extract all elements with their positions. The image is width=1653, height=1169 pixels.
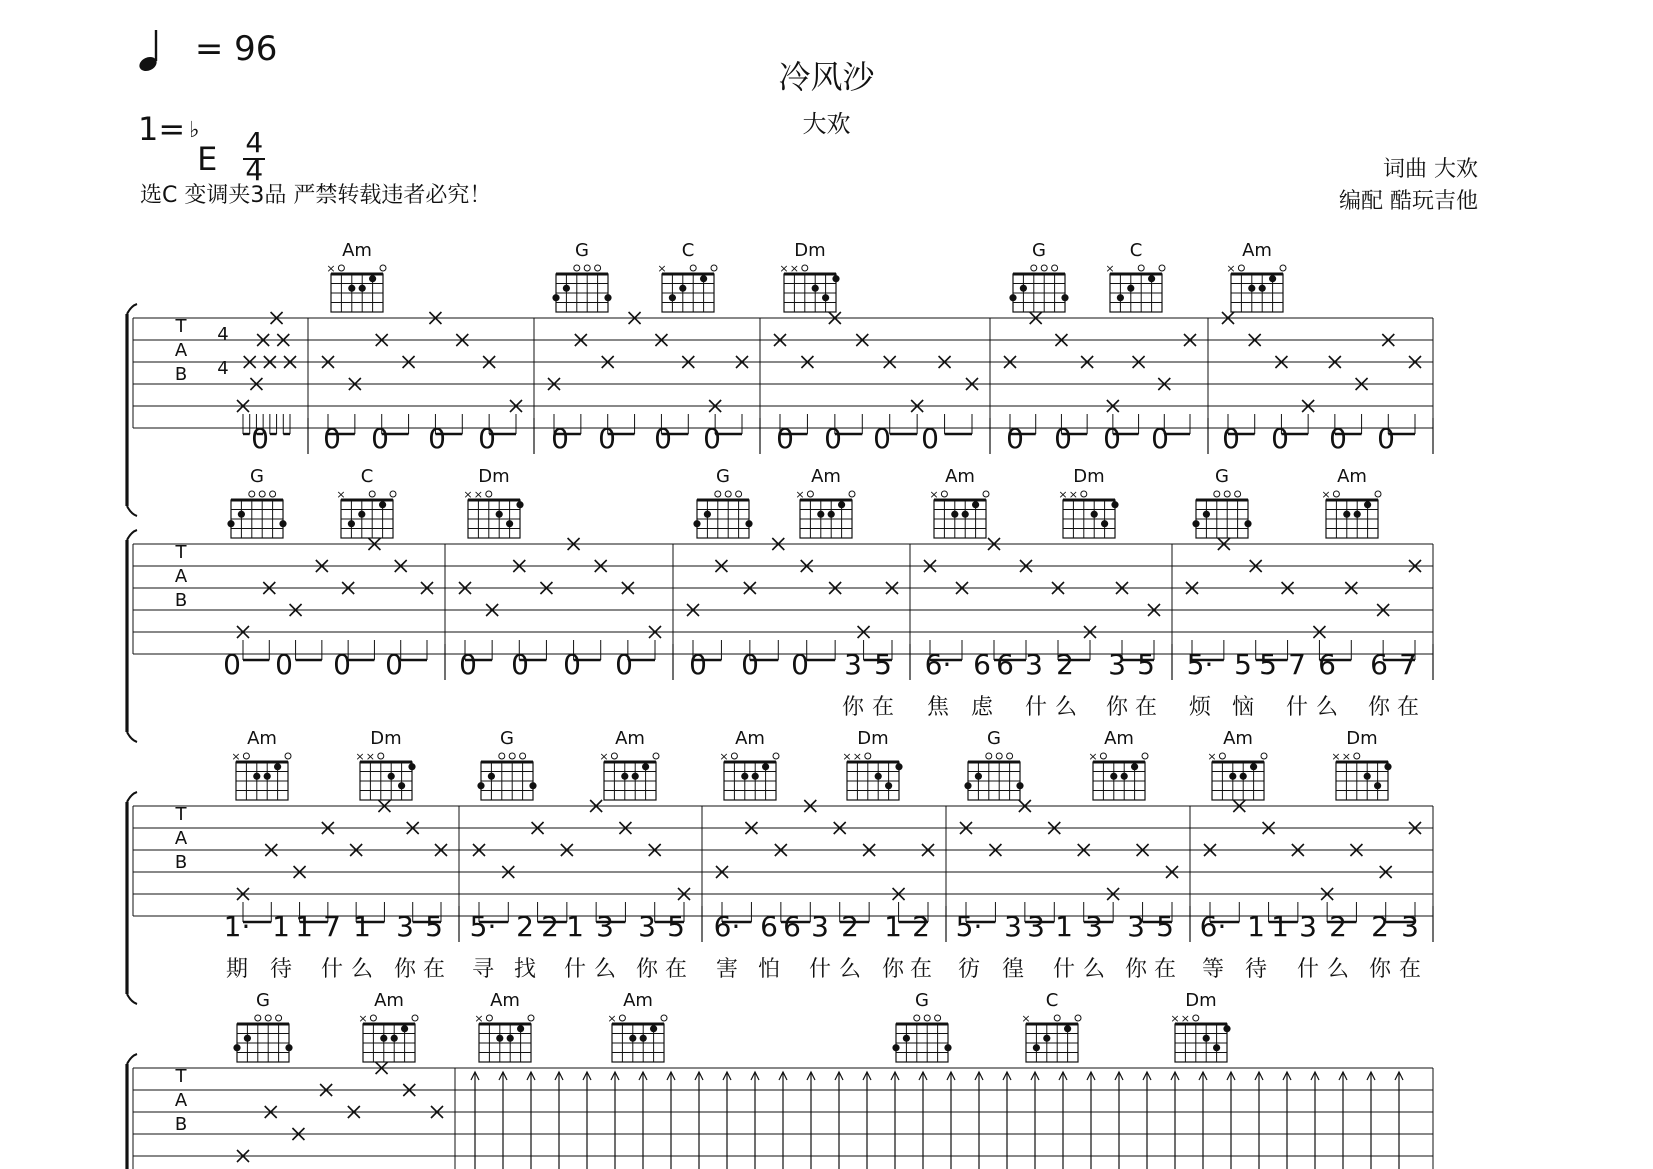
lyric-char: 恼: [1231, 695, 1255, 720]
jianpu-note: 0: [1329, 422, 1347, 455]
chord-diagram: [693, 491, 752, 538]
chord-name: G: [987, 728, 1001, 749]
lyric-char: 找: [513, 957, 537, 982]
tab-clef-letter: A: [174, 1090, 188, 1111]
muted-string-mark: ×: [326, 262, 336, 275]
jianpu-note: 2: [1056, 648, 1074, 681]
tab-clef-letter: T: [175, 804, 187, 825]
lyric-char: 你: [1367, 695, 1391, 720]
jianpu-note: 0: [323, 422, 341, 455]
lyric-char: 么: [593, 957, 617, 982]
lyric-char: 什: [1285, 695, 1309, 720]
jianpu-note: 3: [1127, 910, 1145, 943]
muted-string-mark: ×: [365, 750, 376, 763]
jianpu-note: 6·: [1199, 910, 1227, 943]
lyric-char: 什: [1024, 695, 1048, 720]
lyric-char: 寻: [471, 957, 495, 982]
flat-sign: ♭: [189, 118, 200, 143]
chord-diagram: [1093, 753, 1148, 800]
chord-diagram: [662, 265, 717, 312]
jianpu-note: 3: [596, 910, 614, 943]
key-prefix: 1=: [138, 110, 186, 148]
jianpu-note: 1: [884, 910, 902, 943]
chord-name: Am: [945, 466, 975, 487]
jianpu-note: 0: [921, 422, 939, 455]
time-signature-bottom: 4: [245, 154, 264, 187]
jianpu-note: 1·: [223, 910, 251, 943]
lyric-char: 你: [881, 957, 905, 982]
jianpu-note: 5·: [469, 910, 497, 943]
chord-diagram: [331, 265, 386, 312]
jianpu-note: 1: [1247, 910, 1265, 943]
chord-name: G: [250, 466, 264, 487]
lyric-char: 在: [1398, 957, 1422, 982]
jianpu-note: 6: [1318, 648, 1336, 681]
lyric-char: 什: [1052, 957, 1076, 982]
jianpu-note: 3: [1401, 910, 1419, 943]
chord-diagram: [1026, 1015, 1081, 1062]
lyric-char: 害: [715, 957, 739, 982]
jianpu-note: 0: [776, 422, 794, 455]
chord-name: Am: [623, 990, 653, 1011]
jianpu-note: 0: [371, 422, 389, 455]
muted-string-mark: ×: [1207, 750, 1217, 763]
jianpu-note: 0: [689, 648, 707, 681]
jianpu-note: 1: [1271, 910, 1289, 943]
jianpu-note: 5: [1137, 648, 1155, 681]
muted-string-mark: ×: [463, 488, 473, 501]
chord-diagram: [1326, 491, 1381, 538]
muted-string-mark: ×: [1341, 750, 1352, 763]
lyric-char: 在: [1153, 957, 1177, 982]
jianpu-note: 1: [272, 910, 290, 943]
jianpu-note: 6: [996, 648, 1014, 681]
chord-diagram: [552, 265, 611, 312]
jianpu-note: 3: [1004, 910, 1022, 943]
bracket-curl-bottom: [127, 732, 137, 742]
tab-clef-letter: B: [174, 364, 188, 385]
jianpu-note: 5: [1234, 648, 1252, 681]
lyric-char: 烦: [1188, 695, 1212, 720]
tab-clef-letter: A: [174, 566, 188, 587]
muted-string-mark: ×: [1105, 262, 1115, 275]
chord-name: Dm: [478, 466, 510, 487]
lyric-char: 你: [635, 957, 659, 982]
jianpu-note: 3: [1299, 910, 1317, 943]
credit-lyrics-music: 词曲 大欢: [1383, 157, 1478, 182]
jianpu-note: 0: [385, 648, 403, 681]
jianpu-note: 1: [1055, 910, 1073, 943]
muted-string-mark: ×: [1321, 488, 1331, 501]
lyric-char: 么: [350, 957, 374, 982]
time-signature-top: 4: [245, 126, 264, 159]
chord-name: G: [1215, 466, 1229, 487]
jianpu-note: 6: [760, 910, 778, 943]
lyric-char: 期: [225, 957, 249, 982]
jianpu-note: 0: [428, 422, 446, 455]
tab-clef-letter: A: [174, 828, 188, 849]
muted-string-mark: ×: [852, 750, 863, 763]
jianpu-note: 0: [1151, 422, 1169, 455]
jianpu-note: 6: [1370, 648, 1388, 681]
jianpu-note: 5: [425, 910, 443, 943]
chord-diagram: [1110, 265, 1165, 312]
tab-clef-letter: T: [175, 1066, 187, 1087]
chord-name: C: [1045, 990, 1059, 1011]
jianpu-note: 2: [541, 910, 559, 943]
lyric-char: 你: [1105, 695, 1129, 720]
jianpu-note: 0: [791, 648, 809, 681]
lyric-char: 在: [1134, 695, 1158, 720]
chord-diagram: [236, 753, 291, 800]
lyric-char: 你: [393, 957, 417, 982]
jianpu-note: 3: [844, 648, 862, 681]
chord-diagram: [1192, 491, 1251, 538]
jianpu-note: 0: [251, 422, 269, 455]
jianpu-note: 1: [295, 910, 313, 943]
jianpu-note: 0: [824, 422, 842, 455]
lyric-char: 等: [1201, 957, 1225, 982]
muted-string-mark: ×: [719, 750, 729, 763]
jianpu-note: 0: [615, 648, 633, 681]
chord-name: Am: [1337, 466, 1367, 487]
chord-name: Dm: [1346, 728, 1378, 749]
tab-clef-letter: A: [174, 340, 188, 361]
jianpu-note: 2: [841, 910, 859, 943]
chord-name: Am: [615, 728, 645, 749]
jianpu-note: 0: [275, 648, 293, 681]
muted-string-mark: ×: [1021, 1012, 1031, 1025]
muted-string-mark: ×: [657, 262, 667, 275]
chord-name: Am: [247, 728, 277, 749]
bracket-curl-top: [127, 304, 137, 314]
chord-diagram: [892, 1015, 951, 1062]
chord-name: Am: [1242, 240, 1272, 261]
jianpu-note: 7: [323, 910, 341, 943]
key-letter: E: [197, 140, 218, 178]
jianpu-note: 0: [598, 422, 616, 455]
chord-name: Am: [811, 466, 841, 487]
chord-diagram: [341, 491, 396, 538]
jianpu-note: 6: [783, 910, 801, 943]
tab-clef-letter: T: [175, 542, 187, 563]
jianpu-note: 5: [1156, 910, 1174, 943]
chord-name: C: [681, 240, 695, 261]
credit-arrangement: 编配 酷玩吉他: [1339, 189, 1478, 214]
chord-diagram: [479, 1015, 534, 1062]
lyric-char: 么: [1082, 957, 1106, 982]
muted-string-mark: ×: [336, 488, 346, 501]
lyric-char: 待: [1244, 957, 1268, 982]
chord-name: G: [575, 240, 589, 261]
chord-name: G: [500, 728, 514, 749]
chord-name: Am: [342, 240, 372, 261]
muted-string-mark: ×: [599, 750, 609, 763]
chord-diagram: [934, 491, 989, 538]
chord-name: Am: [1104, 728, 1134, 749]
chord-name: Dm: [370, 728, 402, 749]
jianpu-note: 2: [1329, 910, 1347, 943]
jianpu-note: 2: [516, 910, 534, 943]
song-title: 冷风沙: [778, 58, 875, 96]
jianpu-note: 3: [811, 910, 829, 943]
chord-name: C: [360, 466, 374, 487]
jianpu-note: 5: [667, 910, 685, 943]
lyric-char: 在: [664, 957, 688, 982]
jianpu-note: 0: [741, 648, 759, 681]
chord-diagram: [233, 1015, 292, 1062]
chord-name: G: [256, 990, 270, 1011]
jianpu-note: 5·: [955, 910, 983, 943]
tempo-value: = 96: [194, 28, 278, 69]
muted-string-mark: ×: [1068, 488, 1079, 501]
muted-string-mark: ×: [607, 1012, 617, 1025]
muted-string-mark: ×: [1170, 1012, 1180, 1025]
chord-diagram: [1009, 265, 1068, 312]
jianpu-note: 3: [1108, 648, 1126, 681]
muted-string-mark: ×: [1226, 262, 1236, 275]
time-signature-digit: 4: [217, 324, 229, 345]
bracket-curl-top: [127, 792, 137, 802]
chord-name: G: [716, 466, 730, 487]
chord-name: Dm: [1185, 990, 1217, 1011]
bracket-curl-bottom: [127, 506, 137, 516]
muted-string-mark: ×: [779, 262, 789, 275]
jianpu-note: 7: [1288, 648, 1306, 681]
chord-name: Am: [374, 990, 404, 1011]
jianpu-note: 1: [353, 910, 371, 943]
jianpu-note: 0: [1271, 422, 1289, 455]
jianpu-note: 5: [1259, 648, 1277, 681]
lyric-char: 在: [909, 957, 933, 982]
lyric-char: 你: [841, 695, 865, 720]
lyric-char: 彷: [957, 957, 981, 982]
jianpu-note: 0: [333, 648, 351, 681]
bracket-curl-top: [127, 530, 137, 540]
lyric-char: 徨: [1001, 957, 1025, 982]
jianpu-note: 3: [1027, 910, 1045, 943]
lyric-char: 什: [808, 957, 832, 982]
lyric-char: 在: [1396, 695, 1420, 720]
lyric-char: 怕: [757, 957, 781, 982]
tab-clef-letter: B: [174, 852, 188, 873]
muted-string-mark: ×: [473, 488, 484, 501]
muted-string-mark: ×: [795, 488, 805, 501]
chord-name: G: [1032, 240, 1046, 261]
muted-string-mark: ×: [929, 488, 939, 501]
song-artist: 大欢: [802, 110, 851, 138]
chord-name: Dm: [857, 728, 889, 749]
jianpu-note: 7: [1399, 648, 1417, 681]
lyric-char: 么: [838, 957, 862, 982]
tab-clef-letter: T: [175, 316, 187, 337]
muted-string-mark: ×: [1058, 488, 1068, 501]
jianpu-note: 0: [478, 422, 496, 455]
lyric-char: 你: [1124, 957, 1148, 982]
jianpu-note: 0: [1103, 422, 1121, 455]
jianpu-note: 0: [1006, 422, 1024, 455]
jianpu-note: 0: [873, 422, 891, 455]
tab-clef-letter: B: [174, 1114, 188, 1135]
muted-string-mark: ×: [474, 1012, 484, 1025]
chord-diagram: [227, 491, 286, 538]
jianpu-note: 0: [459, 648, 477, 681]
muted-string-mark: ×: [231, 750, 241, 763]
chord-diagram: [612, 1015, 667, 1062]
muted-string-mark: ×: [355, 750, 365, 763]
jianpu-note: 1: [566, 910, 584, 943]
chord-name: Am: [1223, 728, 1253, 749]
jianpu-note: 0: [511, 648, 529, 681]
tab-clef-letter: B: [174, 590, 188, 611]
jianpu-note: 6·: [713, 910, 741, 943]
chord-name: Am: [490, 990, 520, 1011]
jianpu-note: 0: [654, 422, 672, 455]
lyric-char: 什: [1296, 957, 1320, 982]
jianpu-note: 0: [1377, 422, 1395, 455]
lyric-char: 么: [1315, 695, 1339, 720]
lyric-char: 在: [871, 695, 895, 720]
jianpu-note: 0: [223, 648, 241, 681]
chord-diagram: [1212, 753, 1267, 800]
chord-name: Dm: [794, 240, 826, 261]
time-signature-digit: 4: [217, 358, 229, 379]
lyric-char: 虑: [970, 695, 994, 720]
jianpu-note: 5·: [1186, 648, 1214, 681]
chord-diagram: [964, 753, 1023, 800]
jianpu-note: 3: [1085, 910, 1103, 943]
jianpu-note: 0: [563, 648, 581, 681]
capo-note: 选C 变调夹3品 严禁转载违者必究！: [140, 183, 492, 208]
lyric-char: 什: [563, 957, 587, 982]
jianpu-note: 5: [874, 648, 892, 681]
jianpu-note: 3: [396, 910, 414, 943]
chord-diagram: [800, 491, 855, 538]
jianpu-note: 2: [1371, 910, 1389, 943]
chord-name: Am: [735, 728, 765, 749]
chord-name: G: [915, 990, 929, 1011]
muted-string-mark: ×: [1088, 750, 1098, 763]
muted-string-mark: ×: [358, 1012, 368, 1025]
jianpu-note: 3: [638, 910, 656, 943]
jianpu-note: 6·: [924, 648, 952, 681]
lyric-char: 待: [269, 957, 293, 982]
bracket-curl-top: [127, 1054, 137, 1064]
jianpu-note: 0: [1054, 422, 1072, 455]
lyric-char: 你: [1368, 957, 1392, 982]
chord-name: C: [1129, 240, 1143, 261]
muted-string-mark: ×: [1331, 750, 1341, 763]
chord-diagram: [363, 1015, 418, 1062]
chord-diagram: [1231, 265, 1286, 312]
chord-diagram: [477, 753, 536, 800]
lyric-char: 在: [422, 957, 446, 982]
muted-string-mark: ×: [1180, 1012, 1191, 1025]
muted-string-mark: ×: [842, 750, 852, 763]
lyric-char: 什: [320, 957, 344, 982]
chord-name: Dm: [1073, 466, 1105, 487]
lyric-char: 么: [1054, 695, 1078, 720]
jianpu-note: 2: [912, 910, 930, 943]
jianpu-note: 0: [703, 422, 721, 455]
lyric-char: 焦: [926, 695, 950, 720]
jianpu-note: 6: [973, 648, 991, 681]
chord-diagram: [604, 753, 659, 800]
jianpu-note: 0: [551, 422, 569, 455]
jianpu-note: 3: [1025, 648, 1043, 681]
jianpu-note: 0: [1222, 422, 1240, 455]
muted-string-mark: ×: [789, 262, 800, 275]
chord-diagram: [724, 753, 779, 800]
lyric-char: 么: [1326, 957, 1350, 982]
bracket-curl-bottom: [127, 994, 137, 1004]
